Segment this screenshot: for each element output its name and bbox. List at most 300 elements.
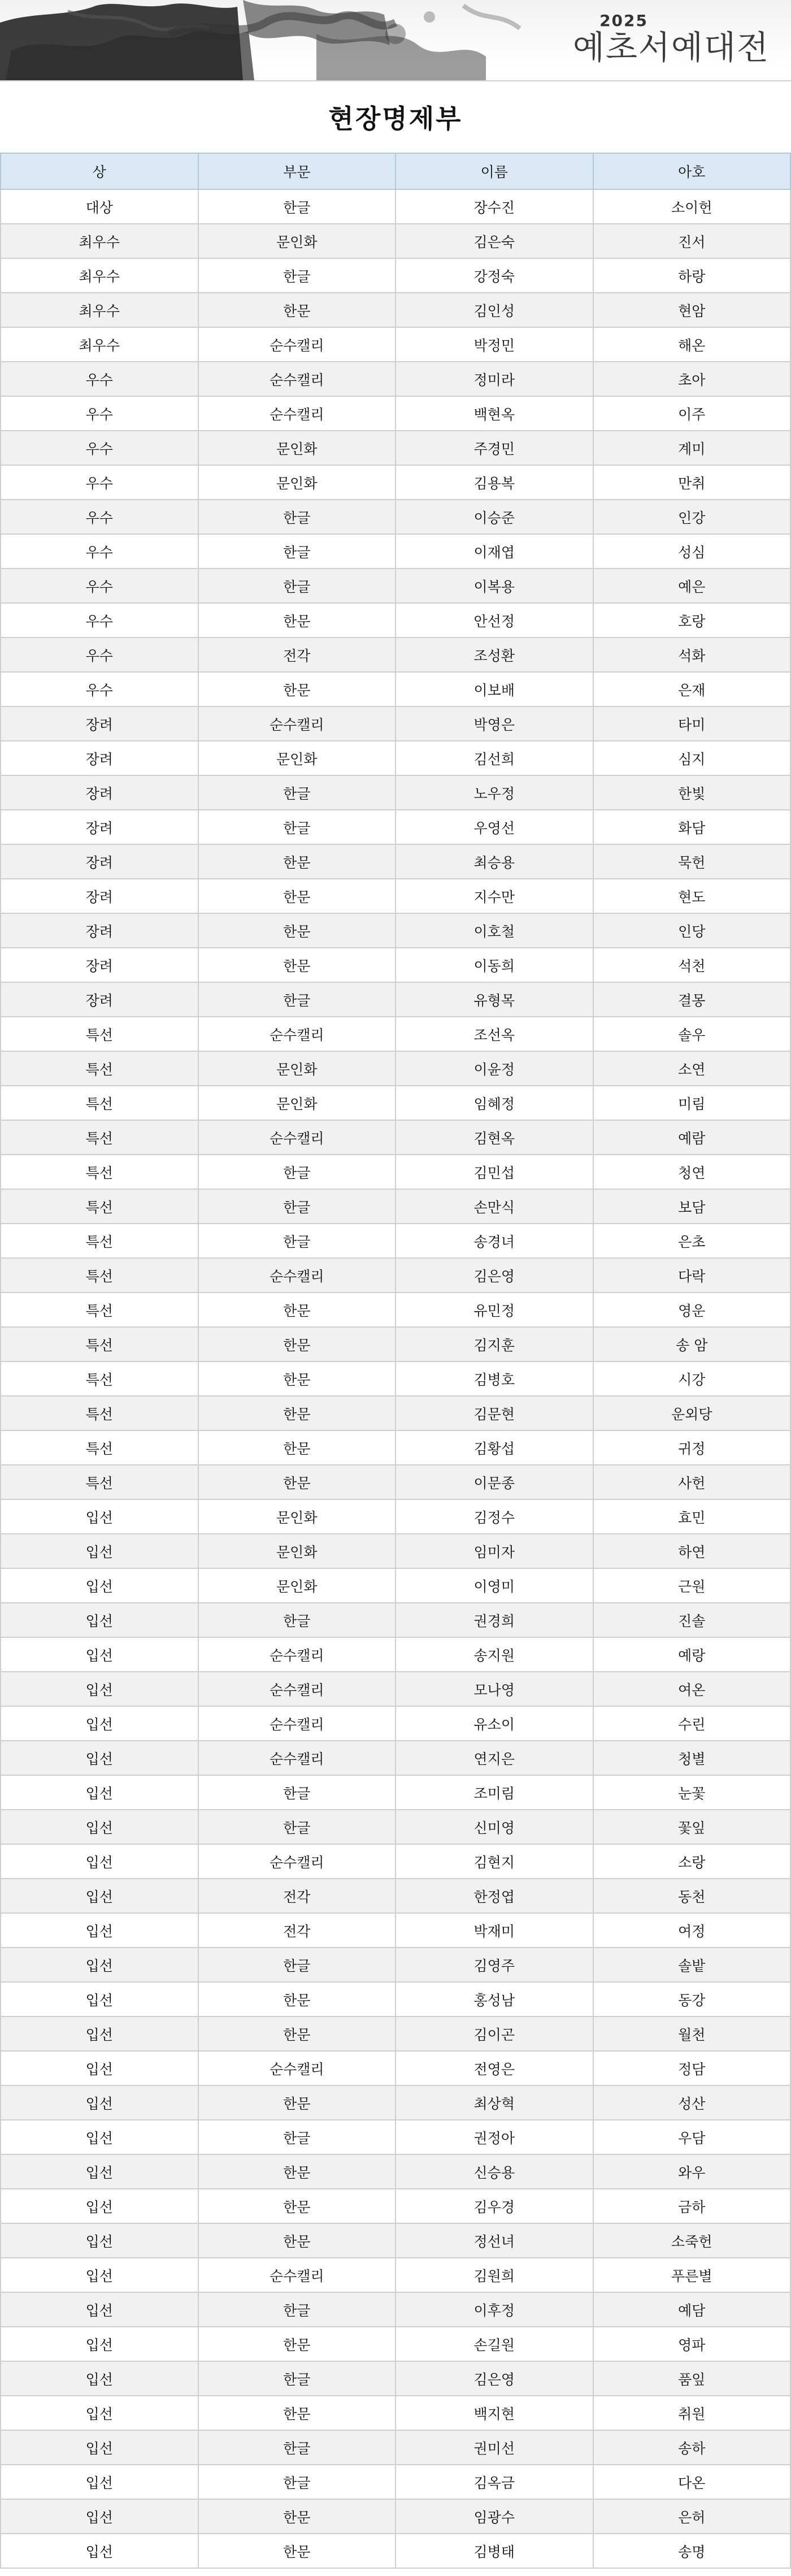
table-row <box>1 1775 790 1810</box>
name-cell: 유형목 <box>395 982 593 1017</box>
table-row <box>1 1155 790 1189</box>
award-cell: 최우수 <box>1 327 198 362</box>
category-cell: 한글 <box>198 500 396 534</box>
category-cell: 순수캘리 <box>198 706 396 741</box>
table-row <box>1 465 790 500</box>
name-cell: 권경희 <box>395 1603 593 1637</box>
award-roster-table <box>0 153 791 2569</box>
category-cell: 순수캘리 <box>198 1017 396 1051</box>
award-cell: 특선 <box>1 1361 198 1396</box>
pen-name-cell: 인당 <box>593 913 791 948</box>
pen-name-cell: 소죽헌 <box>593 2223 791 2258</box>
pen-name-cell: 동천 <box>593 1879 791 1913</box>
category-cell: 한글 <box>198 1948 396 1982</box>
pen-name-cell: 영파 <box>593 2327 791 2361</box>
category-cell: 한문 <box>198 2085 396 2120</box>
category-cell: 한글 <box>198 982 396 1017</box>
category-cell: 한글 <box>198 189 396 224</box>
name-cell: 이문종 <box>395 1465 593 1499</box>
pen-name-cell: 은허 <box>593 2499 791 2534</box>
name-cell: 임광수 <box>395 2499 593 2534</box>
award-cell: 특선 <box>1 1189 198 1224</box>
award-cell: 대상 <box>1 189 198 224</box>
award-cell: 우수 <box>1 500 198 534</box>
name-cell: 손만식 <box>395 1189 593 1224</box>
category-cell: 순수캘리 <box>198 327 396 362</box>
table-row <box>1 1948 790 1982</box>
pen-name-cell: 솔밭 <box>593 1948 791 1982</box>
pen-name-cell: 묵헌 <box>593 844 791 879</box>
table-row <box>1 2085 790 2120</box>
name-cell: 조성환 <box>395 638 593 672</box>
table-row <box>1 741 790 775</box>
pen-name-cell: 호랑 <box>593 603 791 638</box>
table-body <box>1 189 790 2568</box>
name-cell: 정선녀 <box>395 2223 593 2258</box>
name-cell: 김원희 <box>395 2258 593 2292</box>
award-cell: 입선 <box>1 2430 198 2465</box>
award-cell: 장려 <box>1 810 198 844</box>
category-cell: 문인화 <box>198 1499 396 1534</box>
pen-name-cell: 송 암 <box>593 1327 791 1361</box>
event-brand <box>573 12 770 66</box>
pen-name-cell: 우담 <box>593 2120 791 2154</box>
category-cell: 한문 <box>198 2396 396 2430</box>
pen-name-cell: 은초 <box>593 1224 791 1258</box>
pen-name-cell: 사헌 <box>593 1465 791 1499</box>
table-row <box>1 1568 790 1603</box>
award-cell: 입선 <box>1 2327 198 2361</box>
category-cell: 한문 <box>198 1982 396 2016</box>
category-cell: 문인화 <box>198 1086 396 1120</box>
award-cell: 입선 <box>1 2396 198 2430</box>
category-cell: 한글 <box>198 1603 396 1637</box>
award-cell: 장려 <box>1 913 198 948</box>
category-cell: 전각 <box>198 1879 396 1913</box>
name-cell: 임혜정 <box>395 1086 593 1120</box>
award-cell: 우수 <box>1 569 198 603</box>
award-cell: 특선 <box>1 1086 198 1120</box>
table-row <box>1 706 790 741</box>
table-row <box>1 1224 790 1258</box>
category-cell: 한글 <box>198 1155 396 1189</box>
pen-name-cell: 귀정 <box>593 1430 791 1465</box>
category-cell: 순수캘리 <box>198 362 396 396</box>
pen-name-cell: 소이헌 <box>593 189 791 224</box>
award-cell: 입선 <box>1 1637 198 1672</box>
category-cell: 순수캘리 <box>198 2258 396 2292</box>
award-cell: 입선 <box>1 1982 198 2016</box>
name-cell: 안선정 <box>395 603 593 638</box>
name-cell: 박재미 <box>395 1913 593 1948</box>
table-row <box>1 1051 790 1086</box>
table-row <box>1 810 790 844</box>
name-cell: 강정숙 <box>395 258 593 293</box>
pen-name-cell: 성심 <box>593 534 791 569</box>
name-cell: 장수진 <box>395 189 593 224</box>
table-row <box>1 1810 790 1844</box>
pen-name-cell: 이주 <box>593 396 791 431</box>
name-cell: 박정민 <box>395 327 593 362</box>
award-cell: 우수 <box>1 672 198 706</box>
table-row <box>1 2051 790 2085</box>
category-cell: 문인화 <box>198 1051 396 1086</box>
table-row <box>1 1706 790 1741</box>
name-cell: 김현옥 <box>395 1120 593 1155</box>
pen-name-cell: 석천 <box>593 948 791 982</box>
category-cell: 문인화 <box>198 465 396 500</box>
table-row <box>1 1879 790 1913</box>
name-cell: 김현지 <box>395 1844 593 1879</box>
table-row <box>1 1258 790 1293</box>
pen-name-cell: 영운 <box>593 1293 791 1327</box>
award-cell: 최우수 <box>1 293 198 327</box>
category-cell: 한글 <box>198 1189 396 1224</box>
pen-name-cell: 진서 <box>593 224 791 258</box>
pen-name-cell: 만취 <box>593 465 791 500</box>
award-cell: 입선 <box>1 1603 198 1637</box>
award-cell: 입선 <box>1 1879 198 1913</box>
category-cell: 한글 <box>198 810 396 844</box>
award-cell: 입선 <box>1 2223 198 2258</box>
award-cell: 입선 <box>1 2154 198 2189</box>
category-cell: 한문 <box>198 2223 396 2258</box>
award-cell: 특선 <box>1 1051 198 1086</box>
pen-name-cell: 예랑 <box>593 1637 791 1672</box>
event-year: 2025 <box>599 11 648 30</box>
name-cell: 김문현 <box>395 1396 593 1430</box>
name-cell: 김용복 <box>395 465 593 500</box>
pen-name-cell: 미림 <box>593 1086 791 1120</box>
table-row <box>1 2327 790 2361</box>
name-cell: 신미영 <box>395 1810 593 1844</box>
table-row <box>1 396 790 431</box>
name-cell: 연지은 <box>395 1741 593 1775</box>
award-cell: 입선 <box>1 2292 198 2327</box>
name-cell: 우영선 <box>395 810 593 844</box>
table-row <box>1 431 790 465</box>
category-cell: 전각 <box>198 1913 396 1948</box>
table-row <box>1 2223 790 2258</box>
pen-name-cell: 운외당 <box>593 1396 791 1430</box>
pen-name-cell: 청연 <box>593 1155 791 1189</box>
category-cell: 문인화 <box>198 1568 396 1603</box>
category-cell: 한글 <box>198 258 396 293</box>
pen-name-cell: 정담 <box>593 2051 791 2085</box>
category-cell: 한글 <box>198 775 396 810</box>
name-cell: 정미라 <box>395 362 593 396</box>
pen-name-cell: 다온 <box>593 2465 791 2499</box>
name-cell: 이윤정 <box>395 1051 593 1086</box>
name-cell: 최승용 <box>395 844 593 879</box>
category-cell: 문인화 <box>198 741 396 775</box>
table-row <box>1 879 790 913</box>
name-cell: 이재엽 <box>395 534 593 569</box>
header-pen-name: 아호 <box>593 153 791 189</box>
table-row <box>1 2499 790 2534</box>
table-row <box>1 638 790 672</box>
pen-name-cell: 계미 <box>593 431 791 465</box>
pen-name-cell: 금하 <box>593 2189 791 2223</box>
header-category: 부문 <box>198 153 396 189</box>
name-cell: 이보배 <box>395 672 593 706</box>
pen-name-cell: 푸른별 <box>593 2258 791 2292</box>
award-cell: 장려 <box>1 982 198 1017</box>
category-cell: 한문 <box>198 1396 396 1430</box>
name-cell: 김병태 <box>395 2534 593 2568</box>
award-cell: 입선 <box>1 2085 198 2120</box>
table-row <box>1 2016 790 2051</box>
name-cell: 이복용 <box>395 569 593 603</box>
pen-name-cell: 성산 <box>593 2085 791 2120</box>
pen-name-cell: 예람 <box>593 1120 791 1155</box>
category-cell: 한문 <box>198 2016 396 2051</box>
category-cell: 한문 <box>198 1293 396 1327</box>
table-row <box>1 775 790 810</box>
category-cell: 순수캘리 <box>198 2051 396 2085</box>
table-row <box>1 1293 790 1327</box>
name-cell: 김영주 <box>395 1948 593 1982</box>
category-cell: 한문 <box>198 844 396 879</box>
pen-name-cell: 하랑 <box>593 258 791 293</box>
category-cell: 한글 <box>198 2361 396 2396</box>
award-cell: 특선 <box>1 1327 198 1361</box>
category-cell: 한글 <box>198 1224 396 1258</box>
award-cell: 입선 <box>1 2499 198 2534</box>
award-cell: 입선 <box>1 1568 198 1603</box>
table-row <box>1 2292 790 2327</box>
table-row <box>1 1120 790 1155</box>
table-row <box>1 1913 790 1948</box>
award-cell: 입선 <box>1 2361 198 2396</box>
table-row <box>1 1741 790 1775</box>
pen-name-cell: 눈꽃 <box>593 1775 791 1810</box>
pen-name-cell: 시강 <box>593 1361 791 1396</box>
name-cell: 김은숙 <box>395 224 593 258</box>
table-row <box>1 1189 790 1224</box>
pen-name-cell: 예은 <box>593 569 791 603</box>
table-row <box>1 982 790 1017</box>
category-cell: 한글 <box>198 2292 396 2327</box>
name-cell: 조미림 <box>395 1775 593 1810</box>
category-cell: 한문 <box>198 2189 396 2223</box>
award-cell: 특선 <box>1 1430 198 1465</box>
award-cell: 입선 <box>1 1672 198 1706</box>
table-row <box>1 569 790 603</box>
pen-name-cell: 심지 <box>593 741 791 775</box>
award-cell: 입선 <box>1 2258 198 2292</box>
table-row <box>1 2534 790 2568</box>
table-row <box>1 672 790 706</box>
category-cell: 한글 <box>198 534 396 569</box>
table-row <box>1 293 790 327</box>
award-cell: 입선 <box>1 2465 198 2499</box>
pen-name-cell: 결몽 <box>593 982 791 1017</box>
name-cell: 이승준 <box>395 500 593 534</box>
name-cell: 유민정 <box>395 1293 593 1327</box>
name-cell: 김지훈 <box>395 1327 593 1361</box>
name-cell: 김이곤 <box>395 2016 593 2051</box>
name-cell: 이영미 <box>395 1568 593 1603</box>
name-cell: 김선희 <box>395 741 593 775</box>
name-cell: 김정수 <box>395 1499 593 1534</box>
pen-name-cell: 동강 <box>593 1982 791 2016</box>
award-cell: 특선 <box>1 1155 198 1189</box>
name-cell: 최상혁 <box>395 2085 593 2120</box>
category-cell: 한문 <box>198 293 396 327</box>
award-cell: 입선 <box>1 1948 198 1982</box>
category-cell: 한문 <box>198 2327 396 2361</box>
pen-name-cell: 소연 <box>593 1051 791 1086</box>
name-cell: 이호철 <box>395 913 593 948</box>
pen-name-cell: 다락 <box>593 1258 791 1293</box>
name-cell: 김은영 <box>395 1258 593 1293</box>
table-row <box>1 1086 790 1120</box>
table-row <box>1 844 790 879</box>
award-cell: 특선 <box>1 1120 198 1155</box>
award-cell: 입선 <box>1 1775 198 1810</box>
award-cell: 특선 <box>1 1017 198 1051</box>
pen-name-cell: 해온 <box>593 327 791 362</box>
category-cell: 한글 <box>198 1775 396 1810</box>
category-cell: 순수캘리 <box>198 1844 396 1879</box>
pen-name-cell: 근원 <box>593 1568 791 1603</box>
category-cell: 순수캘리 <box>198 396 396 431</box>
award-cell: 우수 <box>1 396 198 431</box>
award-cell: 장려 <box>1 844 198 879</box>
pen-name-cell: 송하 <box>593 2430 791 2465</box>
award-cell: 특선 <box>1 1293 198 1327</box>
pen-name-cell: 진솔 <box>593 1603 791 1637</box>
category-cell: 한문 <box>198 1465 396 1499</box>
pen-name-cell: 소랑 <box>593 1844 791 1879</box>
award-cell: 입선 <box>1 2534 198 2568</box>
category-cell: 한글 <box>198 2430 396 2465</box>
table-row <box>1 1361 790 1396</box>
award-cell: 특선 <box>1 1258 198 1293</box>
event-name: 예초서예대전 <box>572 28 770 67</box>
header-award: 상 <box>1 153 198 189</box>
pen-name-cell: 석화 <box>593 638 791 672</box>
name-cell: 김황섭 <box>395 1430 593 1465</box>
award-cell: 우수 <box>1 362 198 396</box>
award-cell: 우수 <box>1 465 198 500</box>
award-cell: 장려 <box>1 775 198 810</box>
pen-name-cell: 품잎 <box>593 2361 791 2396</box>
pen-name-cell: 한빛 <box>593 775 791 810</box>
table-row <box>1 1603 790 1637</box>
pen-name-cell: 효민 <box>593 1499 791 1534</box>
table-row <box>1 1637 790 1672</box>
award-cell: 특선 <box>1 1224 198 1258</box>
category-cell: 순수캘리 <box>198 1706 396 1741</box>
award-cell: 우수 <box>1 638 198 672</box>
page-title: 현장명제부 <box>328 103 463 134</box>
table-row <box>1 327 790 362</box>
table-row <box>1 1430 790 1465</box>
table-row <box>1 2154 790 2189</box>
award-cell: 특선 <box>1 1465 198 1499</box>
pen-name-cell: 여온 <box>593 1672 791 1706</box>
name-cell: 신승용 <box>395 2154 593 2189</box>
award-cell: 입선 <box>1 1810 198 1844</box>
name-cell: 이후정 <box>395 2292 593 2327</box>
category-cell: 문인화 <box>198 431 396 465</box>
name-cell: 주경민 <box>395 431 593 465</box>
category-cell: 전각 <box>198 638 396 672</box>
pen-name-cell: 예담 <box>593 2292 791 2327</box>
pen-name-cell: 현도 <box>593 879 791 913</box>
name-cell: 유소이 <box>395 1706 593 1741</box>
pen-name-cell: 솔우 <box>593 1017 791 1051</box>
category-cell: 한문 <box>198 2499 396 2534</box>
pen-name-cell: 인강 <box>593 500 791 534</box>
name-cell: 김은영 <box>395 2361 593 2396</box>
award-cell: 입선 <box>1 2016 198 2051</box>
award-cell: 장려 <box>1 706 198 741</box>
name-cell: 홍성남 <box>395 1982 593 2016</box>
name-cell: 김옥금 <box>395 2465 593 2499</box>
category-cell: 순수캘리 <box>198 1258 396 1293</box>
pen-name-cell: 청별 <box>593 1741 791 1775</box>
award-cell: 장려 <box>1 879 198 913</box>
category-cell: 한문 <box>198 1361 396 1396</box>
header-name: 이름 <box>395 153 593 189</box>
category-cell: 한문 <box>198 1430 396 1465</box>
pen-name-cell: 와우 <box>593 2154 791 2189</box>
category-cell: 문인화 <box>198 1534 396 1568</box>
category-cell: 한문 <box>198 948 396 982</box>
table-header-row <box>1 153 790 189</box>
name-cell: 김병호 <box>395 1361 593 1396</box>
award-cell: 특선 <box>1 1396 198 1430</box>
category-cell: 한문 <box>198 2154 396 2189</box>
name-cell: 김인성 <box>395 293 593 327</box>
name-cell: 임미자 <box>395 1534 593 1568</box>
table-row <box>1 1982 790 2016</box>
category-cell: 한문 <box>198 603 396 638</box>
pen-name-cell: 화담 <box>593 810 791 844</box>
award-cell: 입선 <box>1 1741 198 1775</box>
award-cell: 우수 <box>1 603 198 638</box>
pen-name-cell: 현암 <box>593 293 791 327</box>
award-cell: 최우수 <box>1 224 198 258</box>
name-cell: 지수만 <box>395 879 593 913</box>
award-cell: 입선 <box>1 1499 198 1534</box>
pen-name-cell: 초아 <box>593 362 791 396</box>
award-cell: 장려 <box>1 948 198 982</box>
name-cell: 권정아 <box>395 2120 593 2154</box>
pen-name-cell: 송명 <box>593 2534 791 2568</box>
title-section <box>0 81 791 153</box>
category-cell: 문인화 <box>198 224 396 258</box>
name-cell: 권미선 <box>395 2430 593 2465</box>
award-cell: 입선 <box>1 2051 198 2085</box>
category-cell: 순수캘리 <box>198 1672 396 1706</box>
table-row <box>1 1534 790 1568</box>
name-cell: 박영은 <box>395 706 593 741</box>
table-row <box>1 2361 790 2396</box>
name-cell: 한정엽 <box>395 1879 593 1913</box>
name-cell: 송지원 <box>395 1637 593 1672</box>
table-row <box>1 1499 790 1534</box>
pen-name-cell: 하연 <box>593 1534 791 1568</box>
table-row <box>1 1017 790 1051</box>
table-row <box>1 1672 790 1706</box>
table-row <box>1 224 790 258</box>
name-cell: 이동희 <box>395 948 593 982</box>
table-row <box>1 603 790 638</box>
